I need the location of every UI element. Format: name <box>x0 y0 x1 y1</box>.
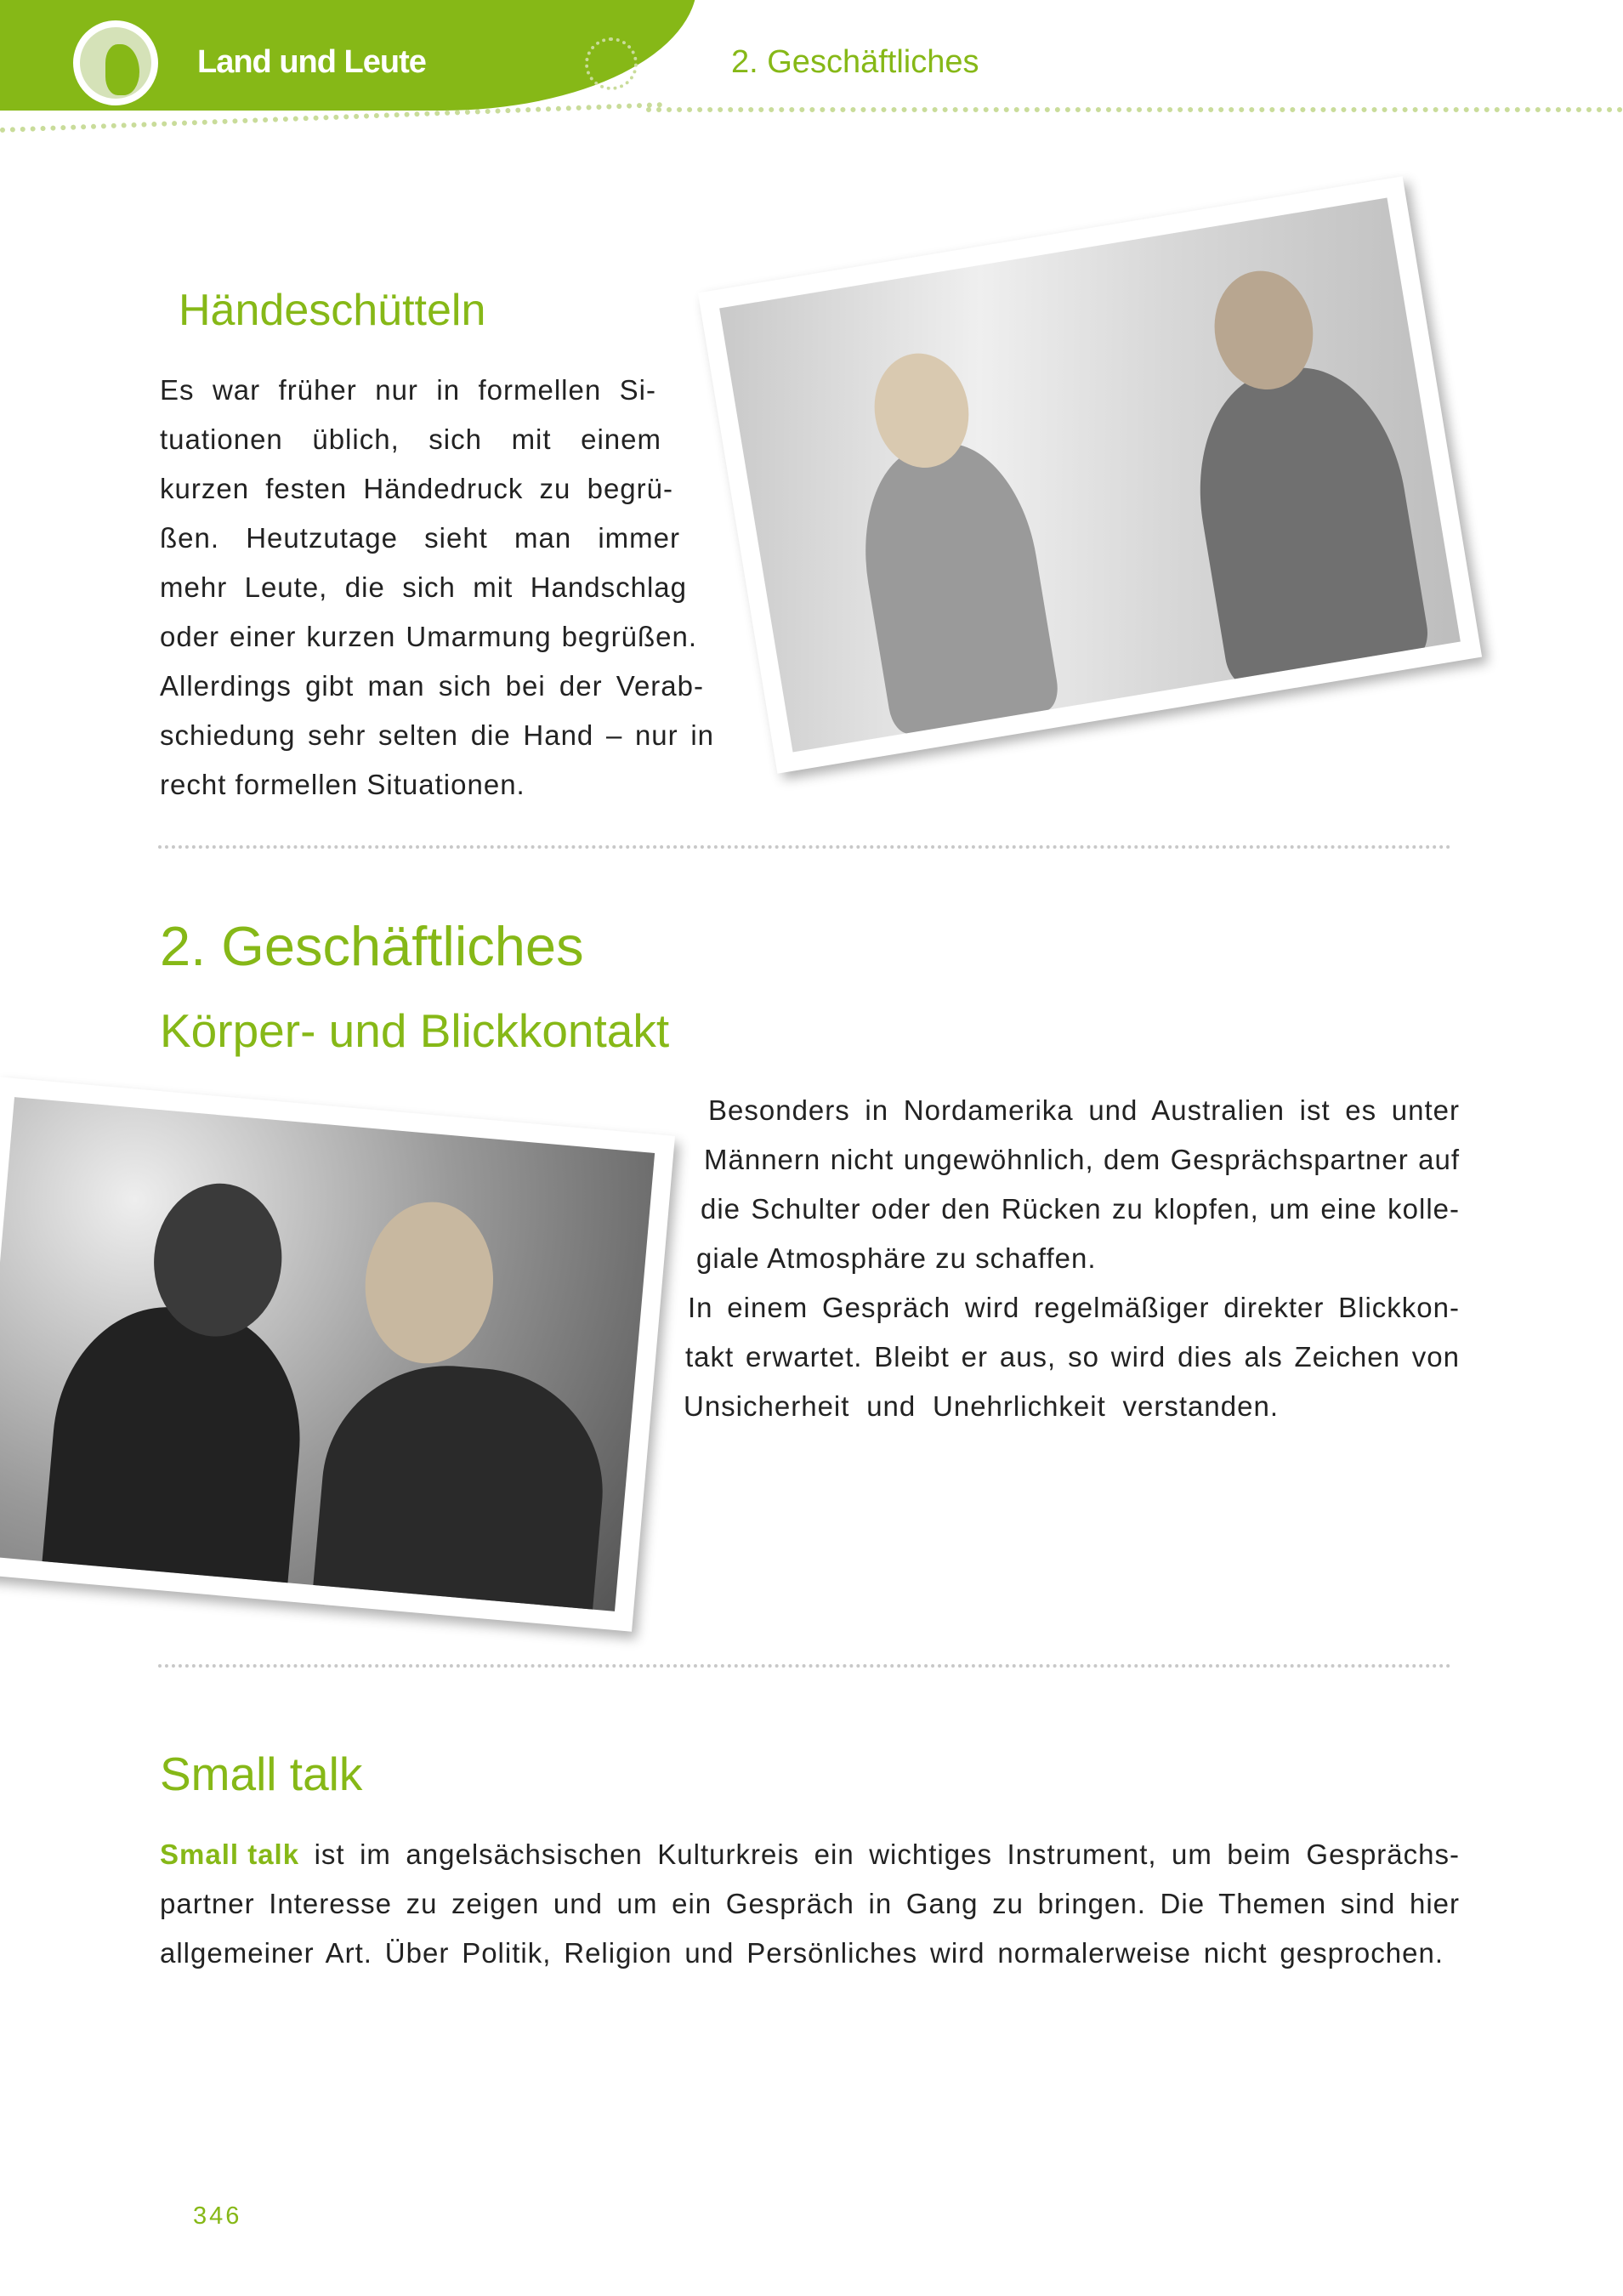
text-line: takt erwartet. Bleibt er aus, so wird dies als Zeichen von <box>685 1341 1460 1372</box>
text-line: schiedung sehr selten die Hand – nur in <box>160 719 714 751</box>
section-divider <box>158 1664 1451 1668</box>
text-line: allgemeiner Art. Über Politik, Religion und Persönliches wird normalerweise nicht gesprochen. <box>160 1937 1444 1969</box>
text-line: ßen. Heutzutage sieht man immer <box>160 522 680 554</box>
text-line: Es war früher nur in formellen Si- <box>160 374 656 406</box>
text-line: die Schulter oder den Rücken zu klopfen, um eine kolle- <box>701 1193 1460 1225</box>
text-line: In einem Gespräch wird regelmäßiger direkter Blickkon- <box>688 1292 1460 1323</box>
text-line: mehr Leute, die sich mit Handschlag <box>160 571 687 603</box>
section-heading-small-talk: Small talk <box>160 1748 363 1800</box>
text-segment: ist im angelsächsischen Kulturkreis ein wichtiges Instrument, um beim Gesprächs- <box>299 1839 1460 1870</box>
photo-colleagues <box>0 1077 675 1631</box>
text-line: Männern nicht ungewöhnlich, dem Gesprächspartner auf <box>704 1144 1460 1175</box>
photo-handshake <box>698 176 1482 773</box>
chapter-heading: 2. Geschäftliches <box>160 915 584 977</box>
text-line: kurzen festen Händedruck zu begrü- <box>160 473 673 504</box>
section-heading-handshake: Händeschütteln <box>179 286 486 335</box>
text-line: oder einer kurzen Umarmung begrüßen. <box>160 621 697 652</box>
text-line: Allerdings gibt man sich bei der Verab- <box>160 670 704 702</box>
text-line: recht formellen Situationen. <box>160 769 525 800</box>
text-line <box>160 1830 1460 1879</box>
text-line: partner Interesse zu zeigen und um ein Gespräch in Gang zu bringen. Die Themen sind hier <box>160 1888 1460 1919</box>
header-section-title: Land und Leute <box>197 44 426 80</box>
globe-icon <box>73 20 158 105</box>
text-line: Unsicherheit und Unehrlichkeit verstanden. <box>684 1390 1279 1422</box>
dotted-ring-decoration <box>585 37 638 90</box>
page-number: 346 <box>193 2202 242 2230</box>
text-line: giale Atmosphäre zu schaffen. <box>696 1242 1097 1274</box>
section-heading-body-contact: Körper- und Blickkontakt <box>160 1004 670 1057</box>
section-divider <box>158 845 1451 849</box>
header-dotted-line <box>646 107 1623 112</box>
text-line: Besonders in Nordamerika und Australien ist es unter <box>708 1094 1460 1126</box>
header-chapter-title: 2. Geschäftliches <box>731 44 979 80</box>
small-talk-term: Small talk <box>160 1839 300 1870</box>
text-line: tuationen üblich, sich mit einem <box>160 423 661 455</box>
